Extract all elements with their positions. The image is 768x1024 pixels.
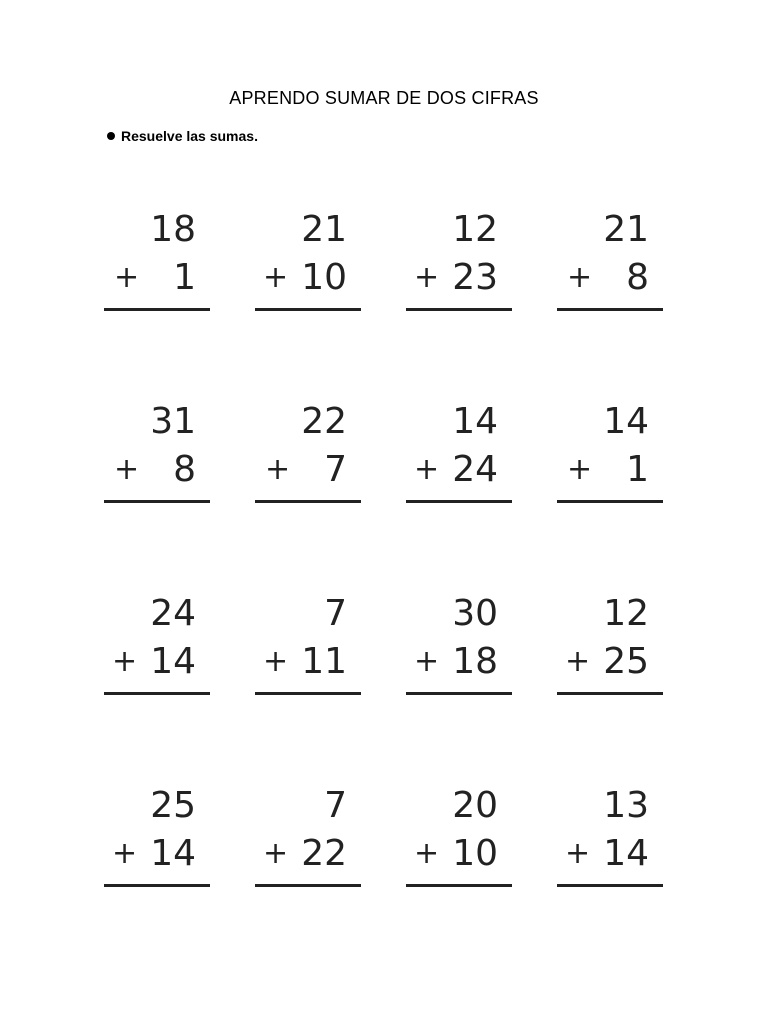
plus-sign: +: [263, 260, 289, 295]
addend-bottom: 10: [452, 833, 498, 874]
plus-sign: +: [112, 836, 138, 871]
addition-problem: [104, 776, 210, 890]
addition-problem: [557, 776, 663, 890]
addend-bottom: 14: [150, 833, 196, 874]
addition-problem: [406, 200, 512, 314]
instruction: [107, 128, 258, 144]
addition-problem: [255, 584, 361, 698]
addend-bottom: 14: [150, 641, 196, 682]
plus-sign: +: [114, 452, 140, 487]
addend-bottom: 14: [603, 833, 649, 874]
addend-top: 21: [603, 209, 649, 250]
addend-top: 22: [301, 401, 347, 442]
plus-sign: +: [567, 260, 593, 295]
answer-line: [255, 692, 361, 695]
addend-bottom: 22: [301, 833, 347, 874]
addition-problem: [104, 392, 210, 506]
addend-bottom: 24: [452, 449, 498, 490]
answer-line: [406, 884, 512, 887]
addend-bottom: 25: [603, 641, 649, 682]
answer-line: [255, 308, 361, 311]
answer-line: [255, 500, 361, 503]
addend-top: 20: [452, 785, 498, 826]
answer-line: [104, 692, 210, 695]
plus-sign: +: [112, 644, 138, 679]
answer-line: [557, 884, 663, 887]
addend-top: 14: [452, 401, 498, 442]
plus-sign: +: [414, 836, 440, 871]
answer-line: [104, 308, 210, 311]
answer-line: [406, 500, 512, 503]
addend-top: 13: [603, 785, 649, 826]
addition-problem: [557, 584, 663, 698]
addend-bottom: 23: [452, 257, 498, 298]
plus-sign: +: [414, 452, 440, 487]
addition-problem: [104, 200, 210, 314]
answer-line: [557, 308, 663, 311]
addition-problem: [406, 392, 512, 506]
addend-top: 24: [150, 593, 196, 634]
answer-line: [406, 692, 512, 695]
addend-bottom: 18: [452, 641, 498, 682]
plus-sign: +: [414, 260, 440, 295]
answer-line: [104, 500, 210, 503]
addition-problem: [255, 392, 361, 506]
addend-bottom: 7: [324, 449, 347, 490]
answer-line: [557, 692, 663, 695]
page-title: APRENDO SUMAR DE DOS CIFRAS: [229, 88, 539, 108]
addend-top: 12: [603, 593, 649, 634]
addend-top: 7: [324, 785, 347, 826]
plus-sign: +: [567, 452, 593, 487]
addend-top: 12: [452, 209, 498, 250]
addend-top: 31: [150, 401, 196, 442]
plus-sign: +: [114, 260, 140, 295]
answer-line: [104, 884, 210, 887]
addend-bottom: 10: [301, 257, 347, 298]
addend-top: 14: [603, 401, 649, 442]
plus-sign: +: [565, 644, 591, 679]
bullet-icon: [107, 132, 115, 140]
plus-sign: +: [414, 644, 440, 679]
addition-problem: [406, 584, 512, 698]
addition-problem: [406, 776, 512, 890]
answer-line: [557, 500, 663, 503]
addend-top: 21: [301, 209, 347, 250]
problem-grid: [104, 200, 668, 890]
addition-problem: [557, 392, 663, 506]
addend-top: 25: [150, 785, 196, 826]
plus-sign: +: [265, 452, 291, 487]
answer-line: [255, 884, 361, 887]
addend-top: 7: [324, 593, 347, 634]
addend-bottom: 1: [626, 449, 649, 490]
addition-problem: [255, 200, 361, 314]
instruction-text: Resuelve las sumas.: [121, 128, 258, 144]
addend-bottom: 8: [173, 449, 196, 490]
addition-problem: [255, 776, 361, 890]
plus-sign: +: [263, 644, 289, 679]
addend-bottom: 1: [173, 257, 196, 298]
addition-problem: [557, 200, 663, 314]
addend-bottom: 8: [626, 257, 649, 298]
addend-top: 18: [150, 209, 196, 250]
addend-bottom: 11: [301, 641, 347, 682]
plus-sign: +: [263, 836, 289, 871]
addend-top: 30: [452, 593, 498, 634]
answer-line: [406, 308, 512, 311]
addition-problem: [104, 584, 210, 698]
plus-sign: +: [565, 836, 591, 871]
